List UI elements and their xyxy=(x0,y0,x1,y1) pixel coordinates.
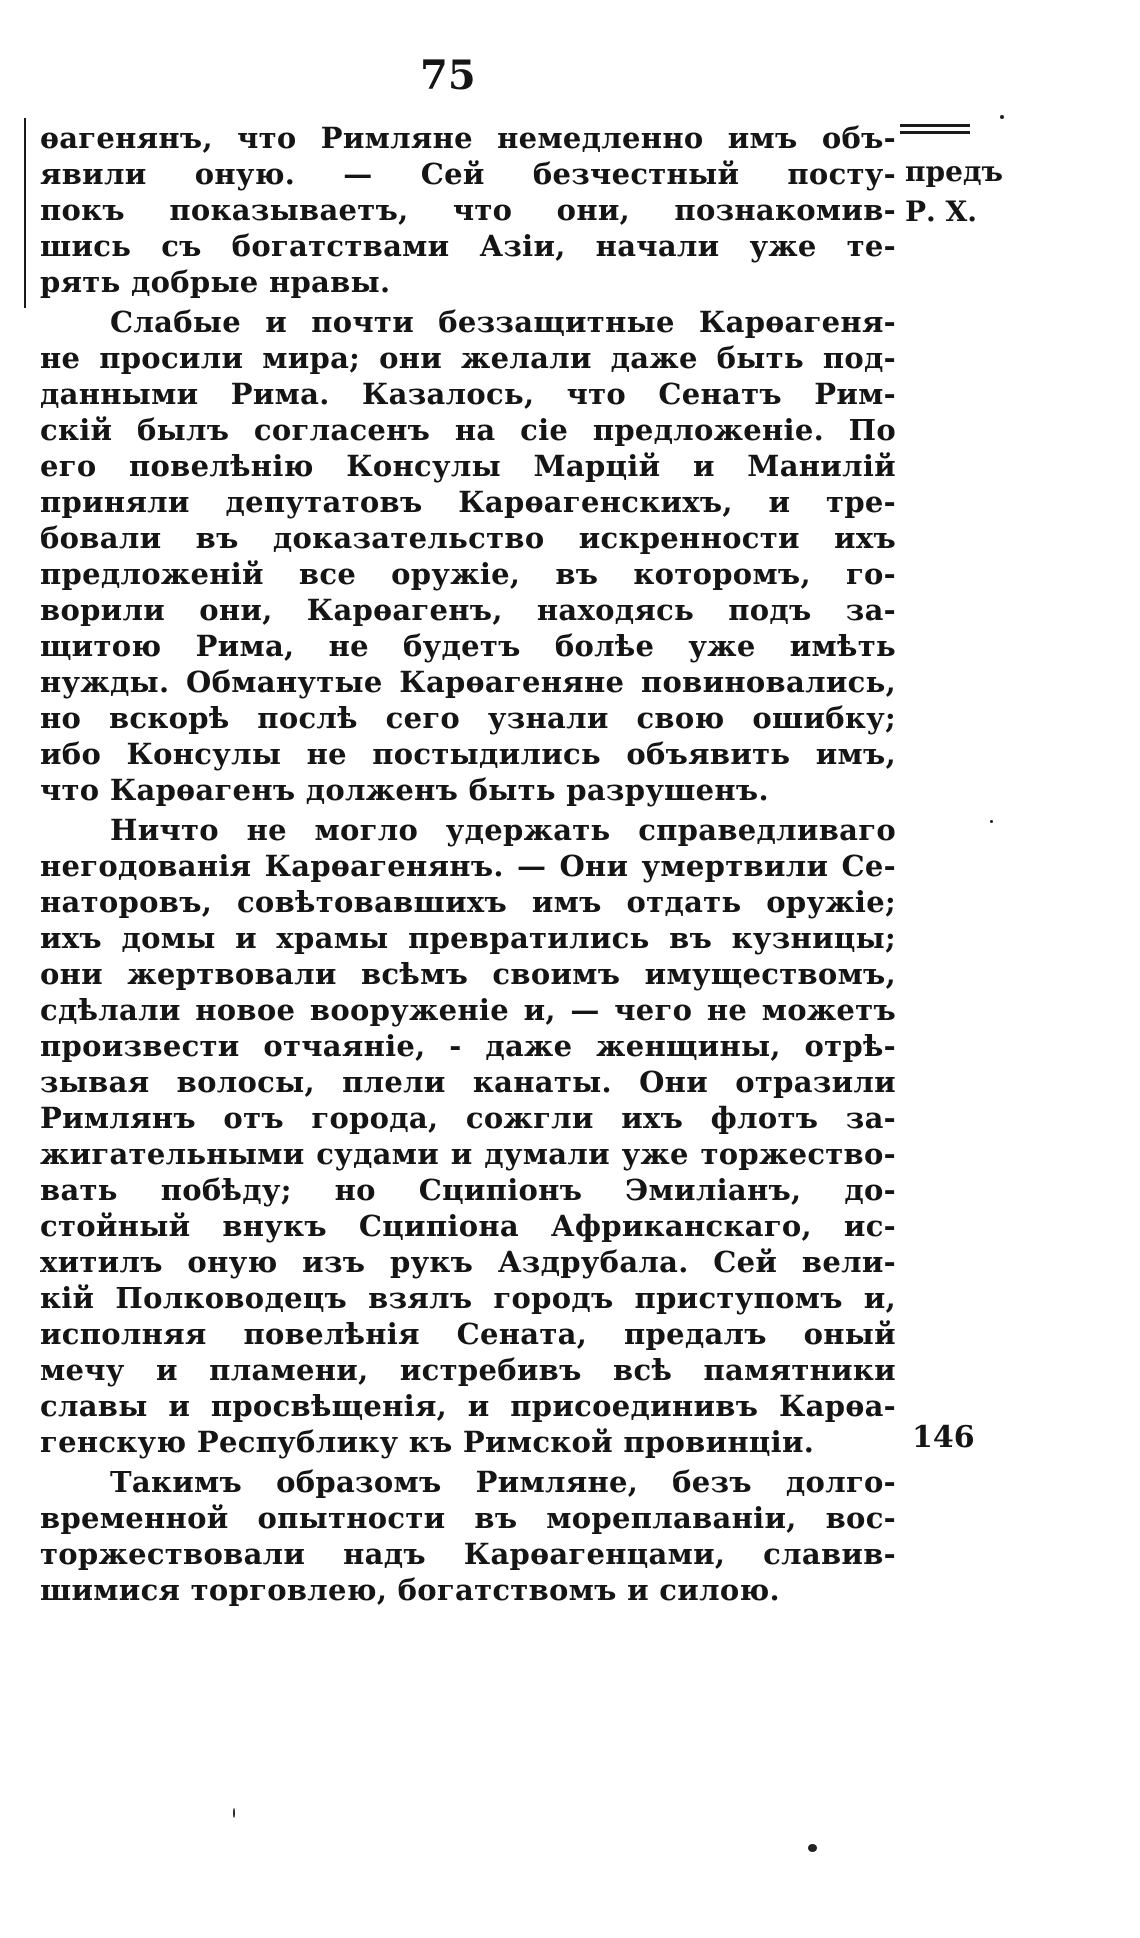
text-line: шись съ богатствами Азіи, начали уже те- xyxy=(40,229,896,263)
paragraph xyxy=(40,812,896,1460)
text-line: исполняя повелѣнія Сената, предалъ оный xyxy=(40,1317,896,1351)
text-line: временной опытности въ мореплаваніи, вос- xyxy=(40,1501,896,1535)
text-line: генскую Республику къ Римской провинціи. xyxy=(40,1425,815,1459)
text-line: стойный внукъ Сципіона Африканскаго, ис- xyxy=(40,1209,896,1243)
text-line: щитою Рима, не будетъ болѣе уже имѣть xyxy=(40,629,896,663)
margin-note-line: предъ xyxy=(905,155,1004,188)
paragraph xyxy=(40,1464,896,1608)
paper-speck xyxy=(233,1808,235,1818)
page-number: 75 xyxy=(420,52,476,99)
paper-speck xyxy=(1000,115,1004,119)
text-line: они жертвовали всѣмъ своимъ имуществомъ, xyxy=(40,957,896,991)
text-line: бовали въ доказательство искренности ихъ xyxy=(40,521,896,555)
text-line: жигательными судами и думали уже торжество- xyxy=(40,1137,896,1171)
text-line: явили оную. — Сей безчестный посту- xyxy=(40,157,896,191)
margin-double-rule-bottom xyxy=(900,131,970,134)
text-line: Ничто не могло удержать справедливаго xyxy=(110,813,896,847)
left-margin-rule xyxy=(24,118,26,308)
text-line: шимися торговлею, богатствомъ и силою. xyxy=(40,1573,780,1607)
text-line: ворили они, Карѳагенъ, находясь подъ за- xyxy=(40,593,896,627)
margin-double-rule-top xyxy=(900,124,970,127)
text-line: рять добрые нравы. xyxy=(40,265,391,299)
text-line: вать побѣду; но Сципіонъ Эмиліанъ, до- xyxy=(40,1173,896,1207)
text-line: данными Рима. Казалось, что Сенатъ Рим- xyxy=(40,377,896,411)
text-line: приняли депутатовъ Карѳагенскихъ, и тре- xyxy=(40,485,896,519)
text-line: покъ показываетъ, что они, познакомив- xyxy=(40,193,896,227)
text-line: торжествовали надъ Карѳагенцами, славив- xyxy=(40,1537,896,1571)
text-line: скій былъ согласенъ на сіе предложеніе. По xyxy=(40,413,896,447)
text-line: не просили мира; они желали даже быть под- xyxy=(40,341,896,375)
paragraph-gap xyxy=(40,1608,896,1612)
text-line: кій Полководецъ взялъ городъ приступомъ и, xyxy=(40,1281,896,1315)
text-line: произвести отчаяніе, - даже женщины, отрѣ- xyxy=(40,1029,896,1063)
text-line: мечу и пламени, истребивъ всѣ памятники xyxy=(40,1353,896,1387)
paper-speck xyxy=(990,820,993,823)
text-line: зывая волосы, плели канаты. Они отразили xyxy=(40,1065,896,1099)
text-line: ихъ домы и храмы превратились въ кузницы; xyxy=(40,921,896,955)
text-line: предложеній все оружіе, въ которомъ, го- xyxy=(40,557,896,591)
text-line: но вскорѣ послѣ сего узнали свою ошибку; xyxy=(40,701,896,735)
text-line: славы и просвѣщенія, и присоединивъ Карѳа- xyxy=(40,1389,896,1423)
text-line: его повелѣнію Консулы Марцій и Манилій xyxy=(40,449,896,483)
text-line: Слабые и почти беззащитные Карѳагеня- xyxy=(110,305,896,339)
text-line: Такимъ образомъ Римляне, безъ долго- xyxy=(110,1465,896,1499)
text-line: ибо Консулы не постыдились объявить имъ, xyxy=(40,737,896,771)
paragraph xyxy=(40,120,896,300)
text-line: Римлянъ отъ города, сожгли ихъ флотъ за- xyxy=(40,1101,896,1135)
text-line: что Карѳагенъ долженъ быть разрушенъ. xyxy=(40,773,769,807)
paper-speck xyxy=(808,1844,817,1852)
paragraph xyxy=(40,304,896,808)
margin-note-line: Р. Х. xyxy=(905,195,978,228)
text-line: сдѣлали новое вооруженіе и, — чего не можетъ xyxy=(40,993,896,1027)
text-line: негодованія Карѳагенянъ. — Они умертвили Се- xyxy=(40,849,896,883)
text-line: нужды. Обманутые Карѳагеняне повиновались, xyxy=(40,665,896,699)
text-line: наторовъ, совѣтовавшихъ имъ отдать оружіе; xyxy=(40,885,896,919)
text-line: ѳагенянъ, что Римляне немедленно имъ объ- xyxy=(40,121,896,155)
text-line: хитилъ оную изъ рукъ Аздрубала. Сей вели- xyxy=(40,1245,896,1279)
margin-year: 146 xyxy=(912,1420,975,1455)
body-text xyxy=(40,120,896,1612)
